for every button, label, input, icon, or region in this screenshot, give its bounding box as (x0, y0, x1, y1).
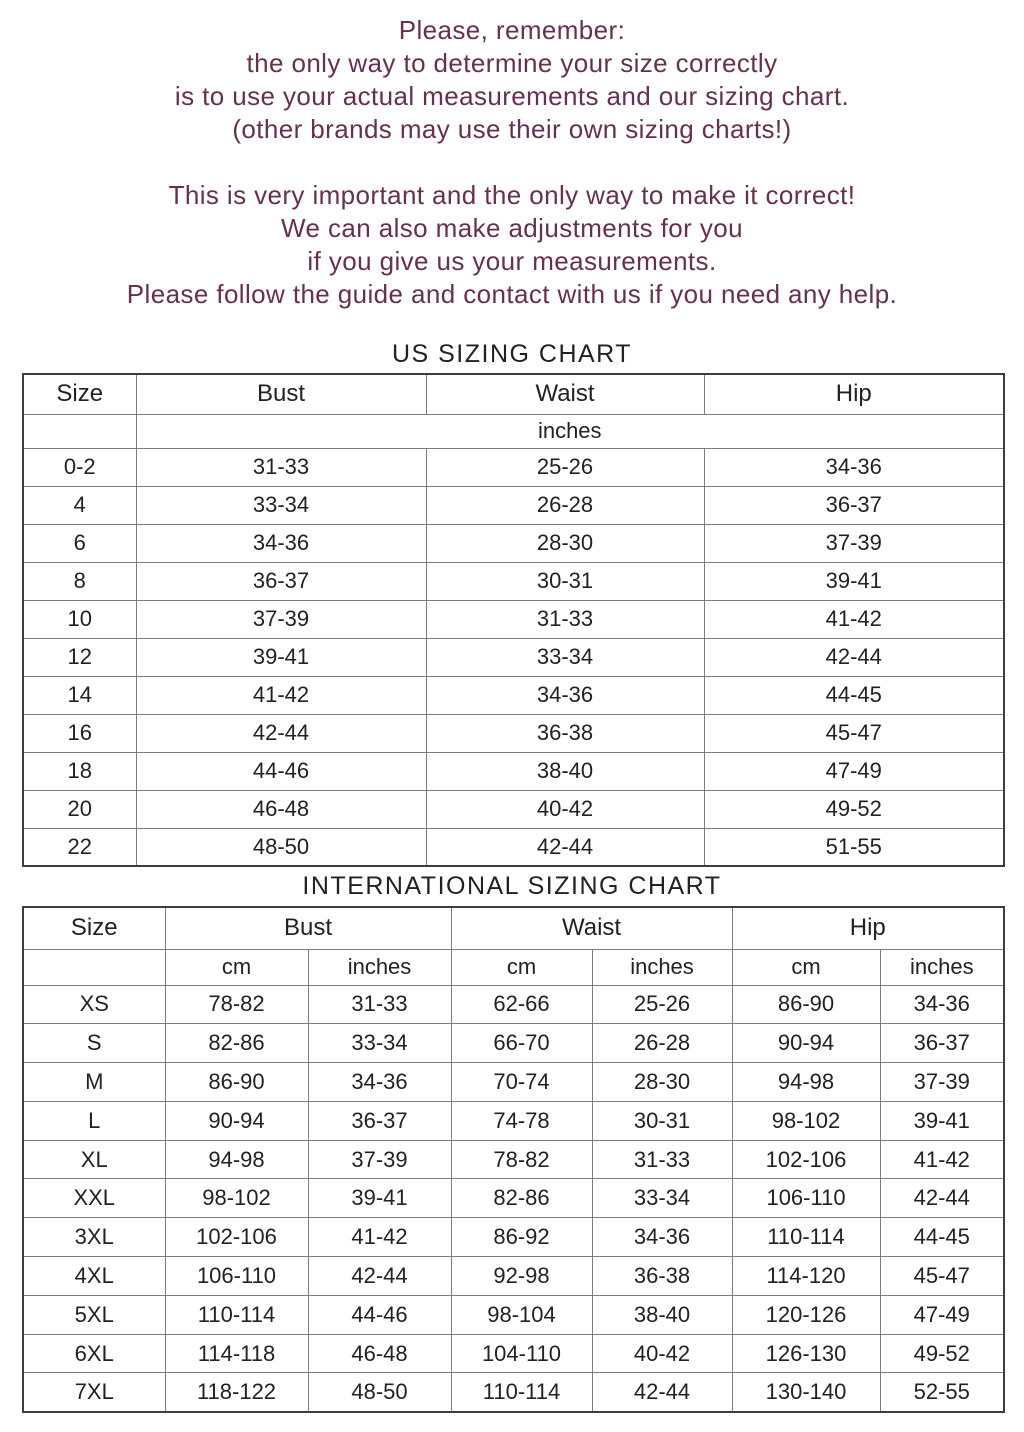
table-row (23, 1295, 1004, 1334)
measurement-cell: 42-44 (426, 828, 704, 866)
measurement-cell: 118-122 (165, 1373, 308, 1412)
table-row (23, 949, 1004, 985)
measurement-cell: 26-28 (592, 1024, 732, 1063)
measurement-cell: 37-39 (308, 1140, 451, 1179)
table-row (23, 1257, 1004, 1296)
table-row (23, 1063, 1004, 1102)
measurement-cell: 82-86 (451, 1179, 592, 1218)
column-header-size: Size (23, 374, 136, 414)
measurement-cell: 82-86 (165, 1024, 308, 1063)
measurement-cell: 44-46 (308, 1295, 451, 1334)
measurement-cell: 44-46 (136, 752, 426, 790)
measurement-cell: 41-42 (308, 1218, 451, 1257)
measurement-cell: 31-33 (308, 985, 451, 1024)
measurement-cell: 90-94 (732, 1024, 880, 1063)
measurement-cell: 51-55 (704, 828, 1004, 866)
units-label-cell: inches (880, 949, 1004, 985)
table-row (23, 676, 1004, 714)
size-cell: 5XL (23, 1295, 165, 1334)
size-cell: 3XL (23, 1218, 165, 1257)
measurement-cell: 86-90 (732, 985, 880, 1024)
table-row (23, 562, 1004, 600)
measurement-cell: 94-98 (732, 1063, 880, 1102)
units-label-cell: cm (732, 949, 880, 985)
size-cell: 18 (23, 752, 136, 790)
measurement-cell: 44-45 (704, 676, 1004, 714)
measurement-cell: 110-114 (165, 1295, 308, 1334)
units-label-cell: cm (451, 949, 592, 985)
table-row (23, 600, 1004, 638)
size-cell: L (23, 1101, 165, 1140)
table-row (23, 524, 1004, 562)
measurement-cell: 110-114 (451, 1373, 592, 1412)
measurement-cell: 92-98 (451, 1257, 592, 1296)
table-row (23, 486, 1004, 524)
table-row (23, 448, 1004, 486)
table-row (23, 638, 1004, 676)
table-row (23, 790, 1004, 828)
size-cell: 0-2 (23, 448, 136, 486)
measurement-cell: 33-34 (308, 1024, 451, 1063)
measurement-cell: 74-78 (451, 1101, 592, 1140)
table-row (23, 714, 1004, 752)
units-empty-cell (23, 949, 165, 985)
measurement-cell: 30-31 (426, 562, 704, 600)
measurement-cell: 106-110 (732, 1179, 880, 1218)
measurement-cell: 46-48 (308, 1334, 451, 1373)
size-cell: 7XL (23, 1373, 165, 1412)
table-row (23, 1179, 1004, 1218)
table-row (23, 752, 1004, 790)
international-chart-title: INTERNATIONAL SIZING CHART (302, 872, 722, 900)
measurement-cell: 39-41 (308, 1179, 451, 1218)
size-cell: 22 (23, 828, 136, 866)
measurement-cell: 39-41 (704, 562, 1004, 600)
size-cell: 8 (23, 562, 136, 600)
units-label-cell: inches (592, 949, 732, 985)
measurement-cell: 52-55 (880, 1373, 1004, 1412)
measurement-cell: 37-39 (136, 600, 426, 638)
measurement-cell: 102-106 (732, 1140, 880, 1179)
measurement-cell: 98-102 (165, 1179, 308, 1218)
measurement-cell: 78-82 (451, 1140, 592, 1179)
column-header-bust: Bust (165, 907, 451, 949)
column-header-hip: Hip (704, 374, 1004, 414)
measurement-cell: 42-44 (880, 1179, 1004, 1218)
measurement-cell: 114-118 (165, 1334, 308, 1373)
measurement-cell: 104-110 (451, 1334, 592, 1373)
measurement-cell: 106-110 (165, 1257, 308, 1296)
us-sizing-table (22, 373, 1005, 867)
measurement-cell: 42-44 (136, 714, 426, 752)
measurement-cell: 34-36 (704, 448, 1004, 486)
measurement-cell: 36-37 (136, 562, 426, 600)
table-row (23, 1218, 1004, 1257)
intro-line: We can also make adjustments for you (281, 213, 743, 243)
measurement-cell: 86-92 (451, 1218, 592, 1257)
measurement-cell: 114-120 (732, 1257, 880, 1296)
table-row (23, 1140, 1004, 1179)
table-row (23, 414, 1004, 448)
measurement-cell: 38-40 (592, 1295, 732, 1334)
measurement-cell: 98-104 (451, 1295, 592, 1334)
measurement-cell: 28-30 (592, 1063, 732, 1102)
measurement-cell: 41-42 (880, 1140, 1004, 1179)
international-sizing-table (22, 906, 1005, 1413)
size-cell: 12 (23, 638, 136, 676)
measurement-cell: 45-47 (880, 1257, 1004, 1296)
measurement-cell: 37-39 (704, 524, 1004, 562)
measurement-cell: 25-26 (592, 985, 732, 1024)
size-cell: 16 (23, 714, 136, 752)
measurement-cell: 47-49 (704, 752, 1004, 790)
intro-line: Please follow the guide and contact with us if you need any help. (126, 279, 898, 309)
measurement-cell: 41-42 (704, 600, 1004, 638)
measurement-cell: 130-140 (732, 1373, 880, 1412)
size-cell: 4XL (23, 1257, 165, 1296)
measurement-cell: 40-42 (426, 790, 704, 828)
intro-line: This is very important and the only way to make it correct! (168, 180, 856, 210)
measurement-cell: 49-52 (880, 1334, 1004, 1373)
size-cell: 6 (23, 524, 136, 562)
measurement-cell: 34-36 (592, 1218, 732, 1257)
measurement-cell: 34-36 (308, 1063, 451, 1102)
units-label-cell: cm (165, 949, 308, 985)
measurement-cell: 26-28 (426, 486, 704, 524)
units-label-cell: inches (136, 414, 1004, 448)
column-header-hip: Hip (732, 907, 1004, 949)
column-header-waist: Waist (451, 907, 732, 949)
column-header-bust: Bust (136, 374, 426, 414)
table-row (23, 985, 1004, 1024)
size-cell: S (23, 1024, 165, 1063)
column-header-size: Size (23, 907, 165, 949)
measurement-cell: 42-44 (592, 1373, 732, 1412)
size-cell: 20 (23, 790, 136, 828)
measurement-cell: 34-36 (426, 676, 704, 714)
measurement-cell: 46-48 (136, 790, 426, 828)
measurement-cell: 28-30 (426, 524, 704, 562)
table-row (23, 374, 1004, 414)
measurement-cell: 40-42 (592, 1334, 732, 1373)
measurement-cell: 33-34 (136, 486, 426, 524)
size-cell: XS (23, 985, 165, 1024)
measurement-cell: 39-41 (136, 638, 426, 676)
measurement-cell: 78-82 (165, 985, 308, 1024)
column-header-waist: Waist (426, 374, 704, 414)
measurement-cell: 38-40 (426, 752, 704, 790)
table-row (23, 1101, 1004, 1140)
measurement-cell: 42-44 (308, 1257, 451, 1296)
measurement-cell: 31-33 (136, 448, 426, 486)
intro-line: is to use your actual measurements and our sizing chart. (174, 81, 850, 111)
measurement-cell: 41-42 (136, 676, 426, 714)
measurement-cell: 48-50 (136, 828, 426, 866)
measurement-cell: 48-50 (308, 1373, 451, 1412)
measurement-cell: 39-41 (880, 1101, 1004, 1140)
intro-line: (other brands may use their own sizing charts!) (232, 114, 792, 144)
table-row (23, 828, 1004, 866)
measurement-cell: 66-70 (451, 1024, 592, 1063)
intro-line: Please, remember: (398, 15, 626, 45)
measurement-cell: 120-126 (732, 1295, 880, 1334)
measurement-cell: 110-114 (732, 1218, 880, 1257)
table-row (23, 1024, 1004, 1063)
measurement-cell: 36-38 (592, 1257, 732, 1296)
size-cell: XL (23, 1140, 165, 1179)
measurement-cell: 42-44 (704, 638, 1004, 676)
size-cell: 4 (23, 486, 136, 524)
measurement-cell: 94-98 (165, 1140, 308, 1179)
measurement-cell: 36-38 (426, 714, 704, 752)
units-empty-cell (23, 414, 136, 448)
size-cell: 14 (23, 676, 136, 714)
measurement-cell: 30-31 (592, 1101, 732, 1140)
measurement-cell: 33-34 (426, 638, 704, 676)
measurement-cell: 36-37 (880, 1024, 1004, 1063)
measurement-cell: 86-90 (165, 1063, 308, 1102)
measurement-cell: 47-49 (880, 1295, 1004, 1334)
size-cell: 6XL (23, 1334, 165, 1373)
measurement-cell: 102-106 (165, 1218, 308, 1257)
measurement-cell: 36-37 (704, 486, 1004, 524)
paragraph-gap (0, 146, 1024, 179)
intro-line: the only way to determine your size correctly (246, 48, 778, 78)
measurement-cell: 37-39 (880, 1063, 1004, 1102)
table-row (23, 907, 1004, 949)
intro-text (0, 14, 1024, 311)
measurement-cell: 31-33 (426, 600, 704, 638)
measurement-cell: 49-52 (704, 790, 1004, 828)
size-cell: XXL (23, 1179, 165, 1218)
measurement-cell: 90-94 (165, 1101, 308, 1140)
measurement-cell: 34-36 (136, 524, 426, 562)
table-row (23, 1373, 1004, 1412)
units-label-cell: inches (308, 949, 451, 985)
table-row (23, 1334, 1004, 1373)
measurement-cell: 31-33 (592, 1140, 732, 1179)
measurement-cell: 70-74 (451, 1063, 592, 1102)
measurement-cell: 25-26 (426, 448, 704, 486)
intro-line: if you give us your measurements. (307, 246, 717, 276)
measurement-cell: 126-130 (732, 1334, 880, 1373)
measurement-cell: 98-102 (732, 1101, 880, 1140)
measurement-cell: 34-36 (880, 985, 1004, 1024)
us-chart-title: US SIZING CHART (391, 340, 633, 368)
measurement-cell: 36-37 (308, 1101, 451, 1140)
measurement-cell: 45-47 (704, 714, 1004, 752)
measurement-cell: 33-34 (592, 1179, 732, 1218)
size-cell: 10 (23, 600, 136, 638)
size-cell: M (23, 1063, 165, 1102)
measurement-cell: 44-45 (880, 1218, 1004, 1257)
measurement-cell: 62-66 (451, 985, 592, 1024)
